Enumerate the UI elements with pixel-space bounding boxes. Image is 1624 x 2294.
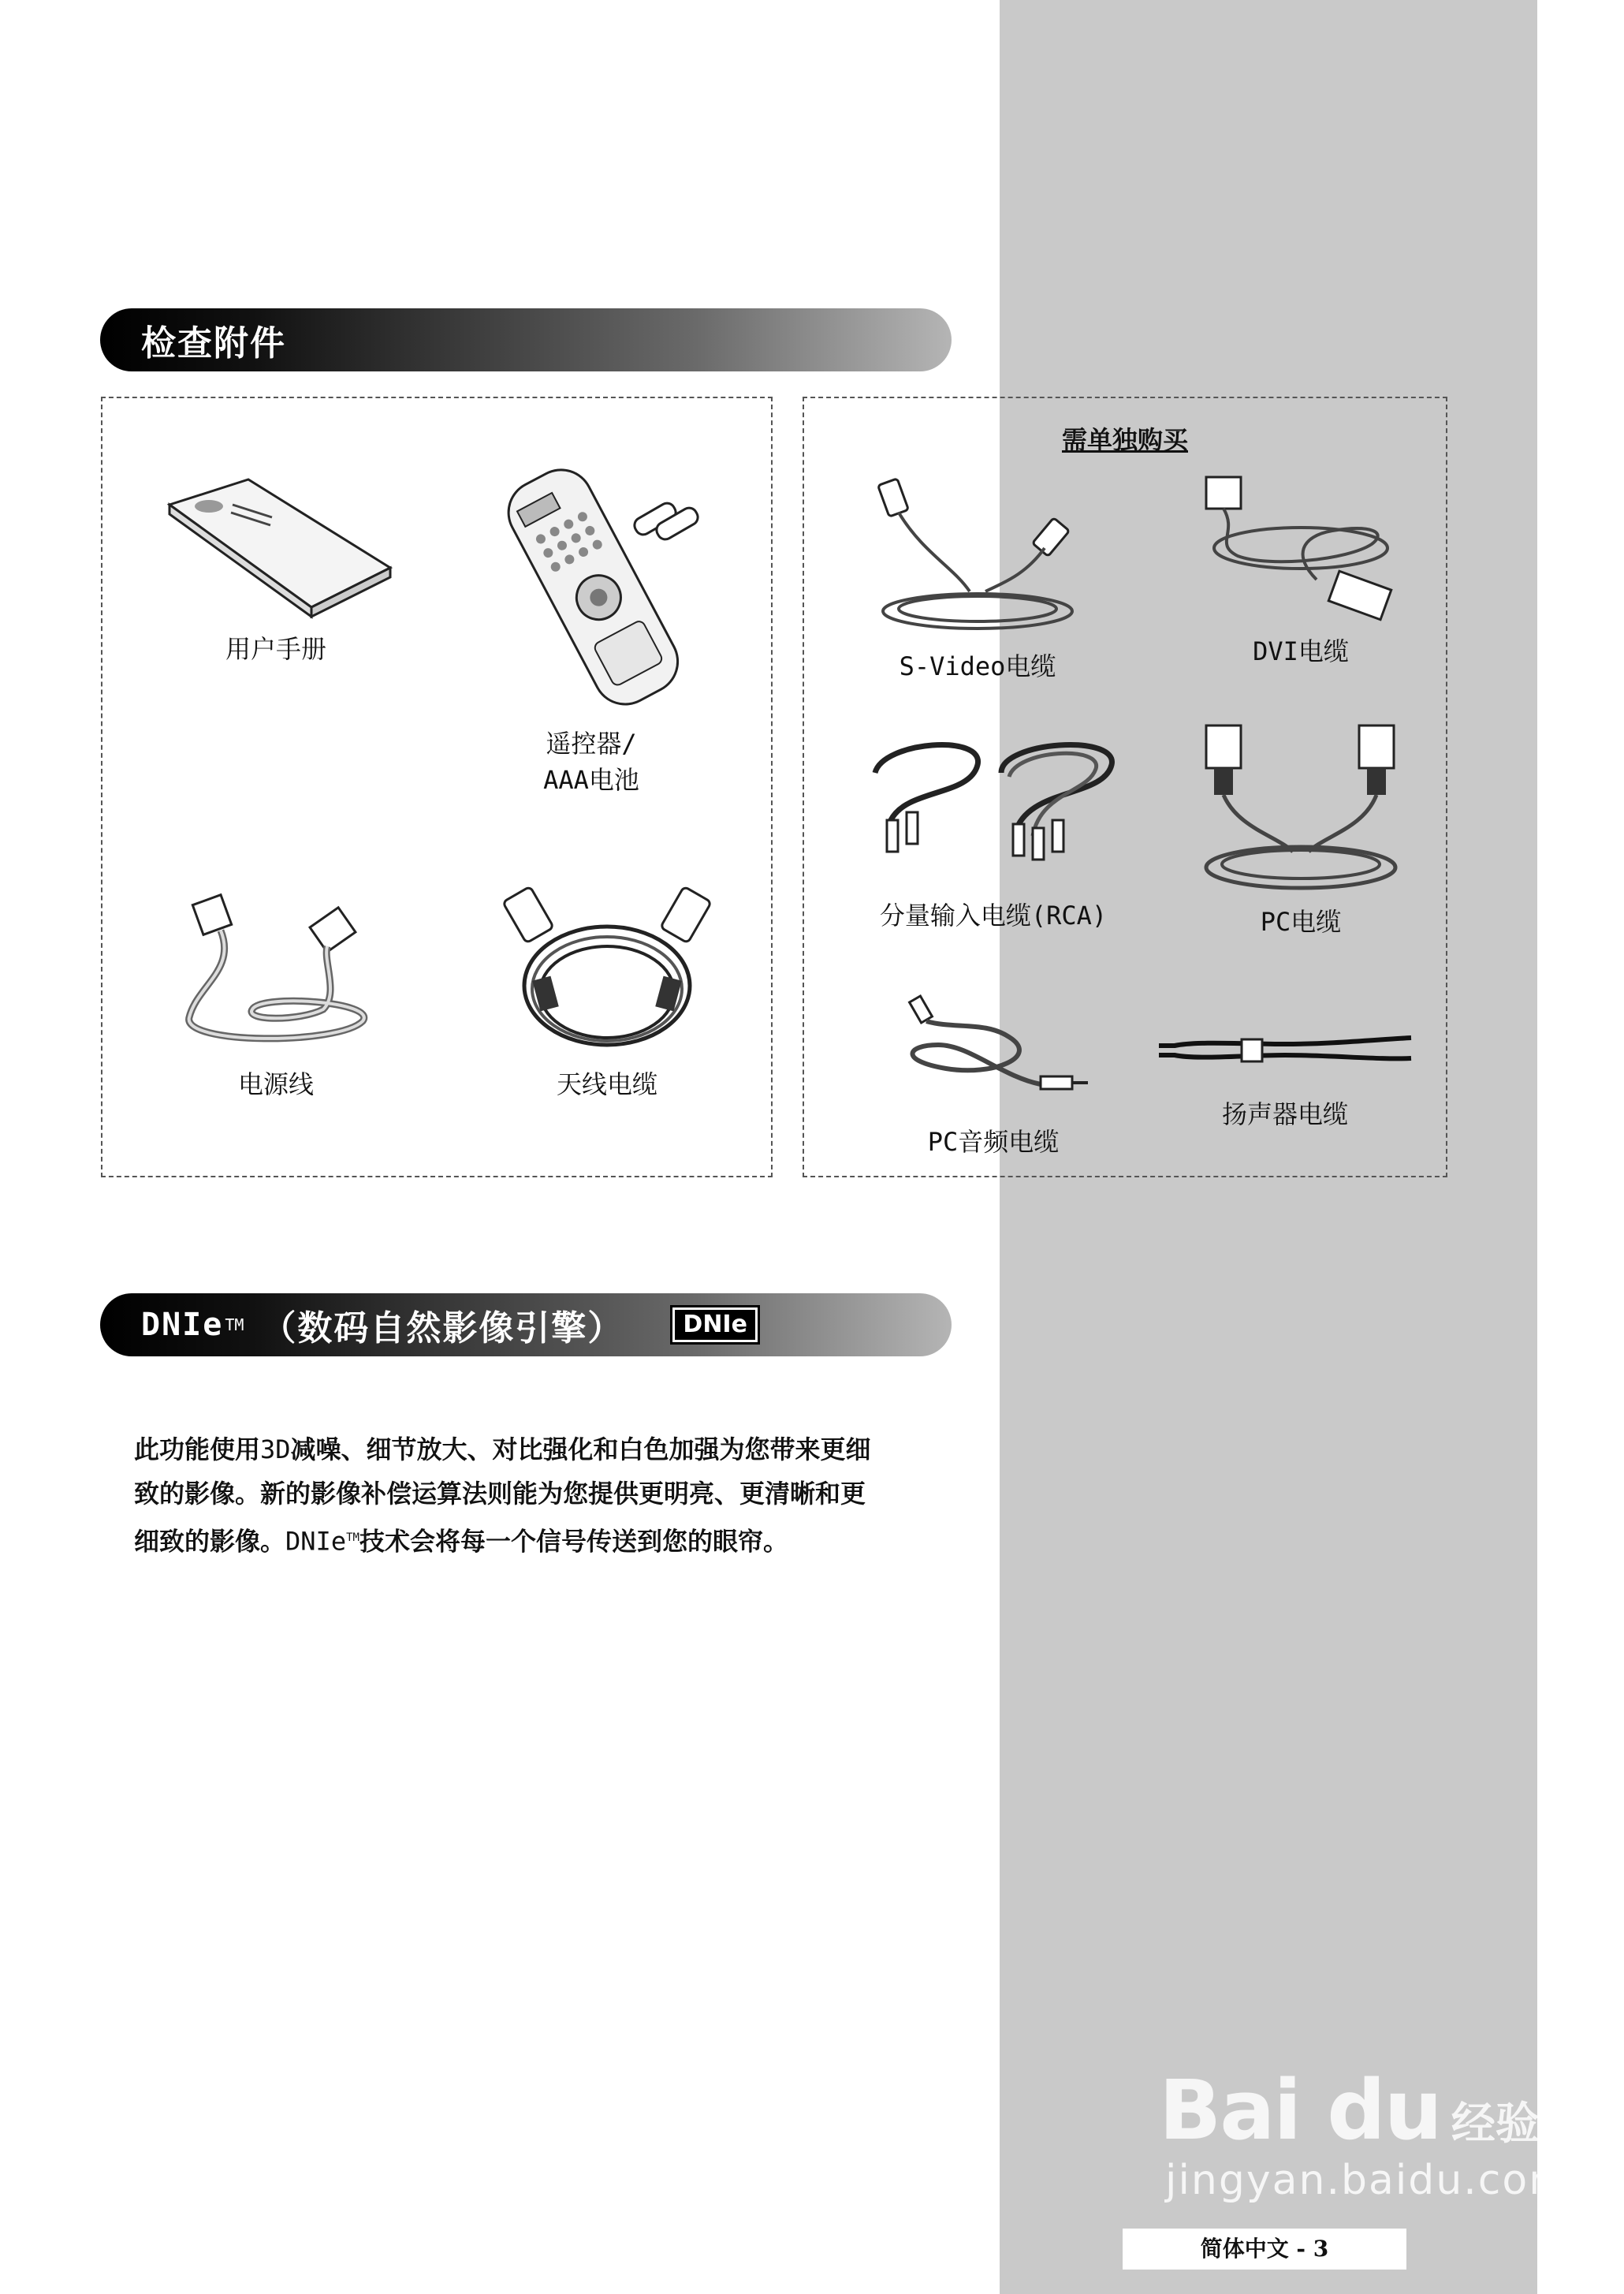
manual-illustration bbox=[154, 473, 398, 631]
pc-audio-item bbox=[883, 990, 1104, 1160]
baidu-watermark bbox=[1159, 2062, 1540, 2158]
manual-item bbox=[150, 473, 402, 667]
svideo-illustration bbox=[867, 473, 1088, 639]
page-number: 简体中文 - 3 bbox=[1123, 2229, 1406, 2270]
section-header-accessories bbox=[100, 308, 952, 371]
component-label: 分量输入电缆(RCA) bbox=[879, 901, 1108, 931]
pc-item bbox=[1183, 718, 1419, 940]
pc-cable-illustration bbox=[1190, 718, 1411, 899]
speaker-cable-illustration bbox=[1151, 1017, 1419, 1080]
speaker-item bbox=[1143, 1017, 1427, 1132]
antenna-cable-label: 天线电缆 bbox=[556, 1069, 657, 1099]
dnie-logo: DNIe bbox=[672, 1307, 758, 1342]
dnie-title: DNIe bbox=[141, 1307, 224, 1343]
speaker-label: 扬声器电缆 bbox=[1221, 1099, 1348, 1129]
section-title: 检查附件 bbox=[141, 323, 286, 364]
dvi-illustration bbox=[1190, 469, 1411, 627]
component-illustration bbox=[859, 726, 1127, 867]
baidu-jingyan-text: 经验 bbox=[1451, 2098, 1540, 2150]
power-cord-label: 电源线 bbox=[237, 1069, 314, 1099]
svideo-item bbox=[859, 473, 1096, 684]
dnie-subtitle: （数码自然影像引擎） bbox=[261, 1308, 624, 1348]
manual-label: 用户手册 bbox=[225, 634, 326, 664]
remote-item bbox=[457, 449, 725, 798]
baidu-logo-text: Bai du bbox=[1159, 2062, 1441, 2158]
section-header-dnie bbox=[100, 1293, 952, 1356]
power-cord-item bbox=[158, 883, 394, 1102]
power-cord-illustration bbox=[166, 883, 386, 1057]
remote-illustration bbox=[457, 449, 725, 718]
pc-audio-illustration bbox=[891, 990, 1096, 1108]
svideo-label: S-Video电缆 bbox=[899, 651, 1056, 681]
dvi-item bbox=[1183, 469, 1419, 670]
antenna-cable-illustration bbox=[497, 883, 717, 1057]
dvi-label: DVI电缆 bbox=[1253, 636, 1349, 666]
dnie-tm: TM bbox=[225, 1315, 244, 1334]
remote-label: 遥控器/ AAA电池 bbox=[543, 729, 639, 795]
watermark-url: jingyan.baidu.com bbox=[1165, 2157, 1570, 2204]
dnie-description: 此功能使用3D减噪、细节放大、对比强化和白色加强为您带来更细 致的影像。新的影像补偿运算法则能为您提供更明亮、更清晰和更 细致的影像。DNIe™技术会将每一个信号传送到您的眼帘。 bbox=[134, 1434, 871, 1557]
optional-items-title: 需单独购买 bbox=[1061, 425, 1188, 455]
pc-label: PC电缆 bbox=[1260, 907, 1342, 937]
component-item bbox=[851, 726, 1135, 934]
antenna-cable-item bbox=[489, 883, 725, 1102]
pc-audio-label: PC音频电缆 bbox=[927, 1127, 1060, 1157]
